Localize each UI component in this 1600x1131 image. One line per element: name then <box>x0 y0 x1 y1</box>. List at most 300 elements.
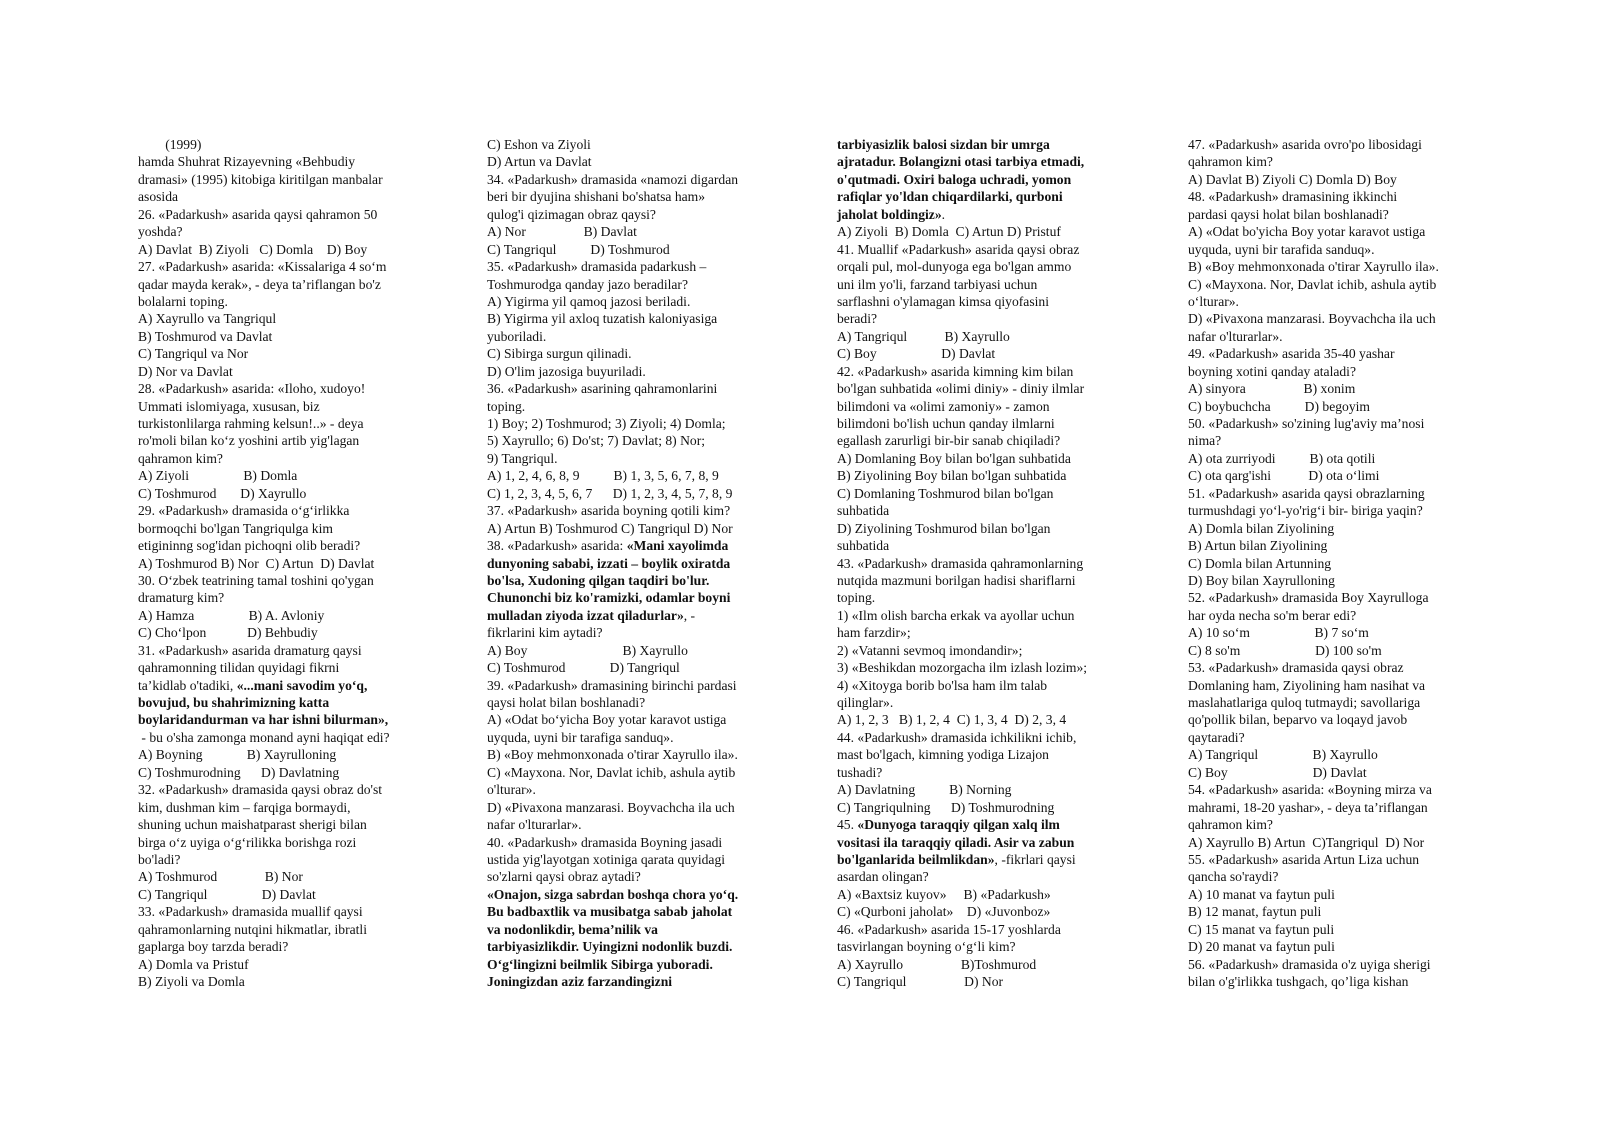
text-line <box>487 607 787 624</box>
line-text: C) «Qurboni jaholat» D) «Juvonboz» <box>837 904 1051 920</box>
line-text: C) Toshmurodning D) Davlatning <box>138 764 340 780</box>
text-line <box>138 642 438 659</box>
line-text: C) ota qarg'ishi D) ota o‘limi <box>1188 468 1380 484</box>
line-text: B) 12 manat, faytun puli <box>1188 904 1322 920</box>
text-line <box>1188 799 1488 816</box>
text-line <box>487 206 787 223</box>
line-text: 53. «Padarkush» dramasida qaysi obraz <box>1188 660 1404 676</box>
line-text: o'lturar». <box>487 782 536 798</box>
text-line <box>1188 868 1488 885</box>
text-line <box>1188 537 1488 554</box>
line-bold-text: tarbiyasizlik balosi sizdan bir umrga <box>837 137 1050 152</box>
text-line <box>1188 485 1488 502</box>
line-text: A) Domlaning Boy bilan bo'lgan suhbatida <box>837 450 1071 466</box>
line-text: D) Nor va Davlat <box>138 363 233 379</box>
line-text: A) Hamza B) A. Avloniy <box>138 607 325 623</box>
text-line <box>138 537 438 554</box>
text-line <box>487 816 787 833</box>
line-text: nafar o'lturarlar». <box>487 817 582 833</box>
line-text: D) «Pivaxona manzarasi. Boyvachcha ila uch <box>1188 311 1436 327</box>
line-text-tail: . <box>941 206 946 222</box>
text-line <box>487 642 787 659</box>
text-line <box>487 973 787 990</box>
text-line <box>487 555 787 572</box>
text-line <box>138 868 438 885</box>
text-line <box>837 642 1137 659</box>
text-line <box>837 659 1137 676</box>
text-line <box>837 921 1137 938</box>
text-line <box>487 781 787 798</box>
text-line <box>837 746 1137 763</box>
text-line <box>487 921 787 938</box>
text-line <box>138 432 438 449</box>
text-line <box>837 956 1137 973</box>
line-text: pardasi qaysi holat bilan boshlanadi? <box>1188 206 1389 222</box>
line-text: qahramon kim? <box>138 450 223 466</box>
text-line <box>138 153 438 170</box>
text-line <box>1188 711 1488 728</box>
text-line <box>138 589 438 606</box>
text-line <box>138 677 438 694</box>
line-text: beradi? <box>837 311 877 327</box>
line-text: maslahatlariga quloq tutmaydi; savollariga <box>1188 695 1421 710</box>
line-text: - bu o'sha zamonga monand ayni haqiqat edi? <box>138 729 390 745</box>
text-line <box>1188 432 1488 449</box>
line-text: B) Ziyolining Boy bilan bo'lgan suhbatida <box>837 468 1067 484</box>
text-column-2 <box>487 136 787 990</box>
line-text: qilinglar». <box>837 695 894 710</box>
text-line <box>837 816 1137 833</box>
line-text: bilimdoni va «olimi zamoniy» - zamon <box>837 398 1050 414</box>
text-line <box>837 398 1137 415</box>
text-line <box>1188 276 1488 293</box>
line-text: qahramon kim? <box>1188 817 1273 833</box>
line-text: 29. «Padarkush» dramasida o‘g‘irlikka <box>138 503 350 519</box>
line-text: C) Boy D) Davlat <box>1188 764 1367 780</box>
text-line <box>487 398 787 415</box>
text-line <box>1188 781 1488 798</box>
line-text: 32. «Padarkush» dramasida qaysi obraz do'st <box>138 782 383 798</box>
text-line <box>138 938 438 955</box>
text-line <box>487 659 787 676</box>
line-text: A) «Odat bo'yicha Boy yotar karavot ustiga <box>1188 224 1426 240</box>
line-text: toping. <box>487 398 526 414</box>
text-line <box>487 328 787 345</box>
line-text: 26. «Padarkush» asarida qaysi qahramon 50 <box>138 206 378 222</box>
text-line <box>487 956 787 973</box>
line-text: mast bo'lgach, kimning yodiga Lizajon <box>837 747 1049 763</box>
text-line <box>138 956 438 973</box>
text-line <box>487 694 787 711</box>
text-line <box>1188 171 1488 188</box>
text-line <box>138 711 438 728</box>
text-column-4 <box>1188 136 1488 990</box>
line-text: bo'lgan suhbatida «olimi diniy» - diniy ilmlar <box>837 381 1085 397</box>
text-line <box>1188 938 1488 955</box>
text-line <box>138 659 438 676</box>
line-text: nafar o'lturarlar». <box>1188 328 1283 344</box>
text-line <box>487 886 787 903</box>
line-text: turmushdagi yo‘l-yo'rig‘i bir- biriga yaqin? <box>1188 503 1423 519</box>
line-text: bolalarni toping. <box>138 293 228 309</box>
line-text: 39. «Padarkush» dramasining birinchi pardasi <box>487 677 737 693</box>
text-line <box>138 746 438 763</box>
line-bold-text: bo'lsa, Xudoning qilgan taqdiri bo'lur. <box>487 572 710 588</box>
line-text: A) Boy B) Xayrullo <box>487 642 688 658</box>
text-line <box>837 415 1137 432</box>
text-line <box>1188 886 1488 903</box>
line-bold-text: vositasi ila taraqqiy qiladi. Asir va zabun <box>837 834 1075 850</box>
text-line <box>1188 903 1488 920</box>
text-line <box>837 502 1137 519</box>
text-line <box>837 136 1137 153</box>
line-text: asosida <box>138 189 179 205</box>
text-line <box>138 799 438 816</box>
line-text: 2) «Vatanni sevmoq imondandir»; <box>837 642 1023 658</box>
line-text: 36. «Padarkush» asarining qahramonlarini <box>487 381 718 397</box>
line-text: 4) «Xitoyga borib bo'lsa ham ilm talab <box>837 677 1048 693</box>
text-line <box>138 502 438 519</box>
line-text: C) Domla bilan Artunning <box>1188 555 1332 571</box>
line-text: turkistonlilarga rahming kelsun!..» - deya <box>138 416 364 431</box>
line-text: suhbatida <box>837 538 890 554</box>
line-text: C) Cho‘lpon D) Behbudiy <box>138 625 318 641</box>
line-text: dramasi» (1995) kitobiga kiritilgan manbalar <box>138 171 383 187</box>
text-line <box>487 938 787 955</box>
text-line <box>1188 345 1488 362</box>
text-line <box>837 973 1137 990</box>
line-text: asardan olingan? <box>837 869 929 885</box>
text-line <box>1188 642 1488 659</box>
text-line <box>837 206 1137 223</box>
line-text: har oyda necha so'm berar edi? <box>1188 607 1357 623</box>
line-text: ta’kidlab o'tadiki, <box>138 677 237 693</box>
text-column-3 <box>837 136 1137 990</box>
text-line <box>487 345 787 362</box>
text-line <box>1188 694 1488 711</box>
line-text: orqali pul, mol-dunyoga ega bo'lgan ammo <box>837 259 1072 275</box>
line-text: A) Domla bilan Ziyolining <box>1188 520 1335 536</box>
line-text: D) «Pivaxona manzarasi. Boyvachcha ila uch <box>487 799 735 815</box>
text-line <box>837 432 1137 449</box>
text-line <box>1188 206 1488 223</box>
text-line <box>1188 328 1488 345</box>
line-text: birga o‘z uyiga o‘g‘rilikka borishga rozi <box>138 834 357 850</box>
text-line <box>837 223 1137 240</box>
line-text: 37. «Padarkush» asarida boyning qotili kim? <box>487 503 731 519</box>
line-text: bormoqchi bo'lgan Tangriqulga kim <box>138 520 333 536</box>
text-line <box>138 781 438 798</box>
line-bold-text: va nodonlikdir, bema’nilik va <box>487 921 658 937</box>
text-line <box>487 589 787 606</box>
text-line <box>138 345 438 362</box>
line-text: C) Sibirga surgun qilinadi. <box>487 346 632 362</box>
line-text: A) 10 manat va faytun puli <box>1188 886 1335 902</box>
line-text: bilan o'g'irlikka tushgach, qo’liga kishan <box>1188 974 1409 989</box>
text-line <box>1188 624 1488 641</box>
text-line <box>487 502 787 519</box>
line-text: qadar mayda kerak», - deya ta’riflangan bo'z <box>138 276 381 292</box>
line-text: A) sinyora B) xonim <box>1188 381 1356 397</box>
line-text: C) «Mayxona. Nor, Davlat ichib, ashula aytib <box>1188 276 1437 292</box>
text-line <box>138 467 438 484</box>
line-text: A) Yigirma yil qamoq jazosi beriladi. <box>487 293 691 309</box>
text-line <box>1188 555 1488 572</box>
text-line <box>1188 467 1488 484</box>
text-line <box>837 345 1137 362</box>
line-text: C) Tangriqul D) Davlat <box>138 886 316 902</box>
text-line <box>837 467 1137 484</box>
line-bold-text: bo'lganlarida beilmlikdan» <box>837 851 995 867</box>
line-text: A) Tangriqul B) Xayrullo <box>837 328 1010 344</box>
text-line <box>837 188 1137 205</box>
text-line <box>1188 415 1488 432</box>
text-line <box>487 363 787 380</box>
line-text: qahramon kim? <box>1188 154 1273 170</box>
line-text: C) Eshon va Ziyoli <box>487 137 591 152</box>
text-line <box>487 450 787 467</box>
text-line <box>487 868 787 885</box>
text-line <box>1188 398 1488 415</box>
line-text: bilimdoni bo'lish uchun qanday ilmlarni <box>837 416 1055 431</box>
text-line <box>138 886 438 903</box>
line-text: 42. «Padarkush» asarida kimning kim bilan <box>837 363 1074 379</box>
line-text: C) boybuchcha D) begoyim <box>1188 398 1370 414</box>
text-line <box>138 328 438 345</box>
line-text: A) Artun B) Toshmurod C) Tangriqul D) Nor <box>487 520 733 536</box>
line-text: A) ota zurriyodi B) ota qotili <box>1188 450 1376 466</box>
text-line <box>1188 502 1488 519</box>
line-text: yoshda? <box>138 224 183 240</box>
line-text: 47. «Padarkush» asarida ovro'po libosidagi <box>1188 137 1422 152</box>
line-text: 41. Muallif «Padarkush» asarida qaysi obraz <box>837 241 1080 257</box>
line-text: A) Davlat B) Ziyoli C) Domla D) Boy <box>1188 171 1397 187</box>
line-text: A) Ziyoli B) Domla <box>138 468 298 484</box>
text-line <box>487 432 787 449</box>
line-text: D) Artun va Davlat <box>487 154 592 170</box>
text-line <box>138 816 438 833</box>
text-line <box>1188 729 1488 746</box>
text-line <box>138 310 438 327</box>
text-line <box>138 973 438 990</box>
text-line <box>1188 921 1488 938</box>
text-line <box>837 764 1137 781</box>
text-line <box>138 171 438 188</box>
line-text: C) Tangriqul D) Nor <box>837 974 1004 989</box>
text-line <box>487 764 787 781</box>
line-text: A) 1, 2, 4, 6, 8, 9 B) 1, 3, 5, 6, 7, 8, 9 <box>487 468 719 484</box>
text-line <box>487 171 787 188</box>
text-line <box>837 555 1137 572</box>
line-text: 55. «Padarkush» asarida Artun Liza uchun <box>1188 851 1420 867</box>
line-text: 44. «Padarkush» dramasida ichkilikni ichib, <box>837 729 1077 745</box>
line-text: qaytaradi? <box>1188 729 1245 745</box>
line-bold-text: dunyoning sababi, izzati – boylik oxiratda <box>487 555 731 571</box>
text-line <box>487 188 787 205</box>
line-text: A) Toshmurod B) Nor C) Artun D) Davlat <box>138 555 375 571</box>
line-text: uyquda, uyni bir tarafida sanduq». <box>1188 241 1375 257</box>
line-text: (1999) <box>138 137 202 152</box>
text-line <box>138 363 438 380</box>
text-line <box>487 258 787 275</box>
text-line <box>487 380 787 397</box>
text-line <box>1188 293 1488 310</box>
line-text: 9) Tangriqul. <box>487 450 558 466</box>
text-line <box>837 694 1137 711</box>
line-text: C) Domlaning Toshmurod bilan bo'lgan <box>837 485 1054 501</box>
text-line <box>138 258 438 275</box>
line-text: 40. «Padarkush» dramasida Boyning jasadi <box>487 834 723 850</box>
text-line <box>837 171 1137 188</box>
text-line <box>138 851 438 868</box>
line-text: hamda Shuhrat Rizayevning «Behbudiy <box>138 154 356 170</box>
text-line <box>138 834 438 851</box>
line-text: 35. «Padarkush» dramasida padarkush – <box>487 259 707 275</box>
line-text: qo'pollik bilan, beparvo va loqayd javob <box>1188 712 1408 728</box>
text-line <box>138 624 438 641</box>
line-text-tail: , -fikrlari qaysi <box>994 851 1076 867</box>
line-text: A) Ziyoli B) Domla C) Artun D) Pristuf <box>837 224 1061 240</box>
line-text: C) Tangriqul D) Toshmurod <box>487 241 670 257</box>
text-line <box>837 537 1137 554</box>
line-text: qahramonlarning nutqini hikmatlar, ibratli <box>138 921 367 937</box>
line-text: C) Toshmurod D) Tangriqul <box>487 660 680 676</box>
line-text: C) 8 so'm D) 100 so'm <box>1188 642 1382 658</box>
line-text: Domlaning ham, Ziyolining ham nasihat va <box>1188 677 1426 693</box>
line-text: B) «Boy mehmonxonada o'tirar Xayrullo ila». <box>487 747 738 763</box>
text-line <box>138 764 438 781</box>
text-line <box>487 729 787 746</box>
text-line <box>1188 746 1488 763</box>
text-line <box>837 868 1137 885</box>
text-line <box>138 555 438 572</box>
line-text: qulog'i qizimagan obraz qaysi? <box>487 206 656 222</box>
line-text: 1) Boy; 2) Toshmurod; 3) Ziyoli; 4) Domla; <box>487 416 726 431</box>
text-line <box>487 572 787 589</box>
line-text: bo'ladi? <box>138 851 181 867</box>
text-line <box>138 380 438 397</box>
text-line <box>837 729 1137 746</box>
text-line <box>1188 153 1488 170</box>
line-text: A) Davlatning B) Norning <box>837 782 1012 798</box>
line-text: so'zlarni qaysi obraz aytadi? <box>487 869 641 885</box>
text-line <box>138 520 438 537</box>
text-line <box>138 188 438 205</box>
text-line <box>487 520 787 537</box>
line-text: A) Xayrullo va Tangriqul <box>138 311 277 327</box>
line-text: Toshmurodga qanday jazo beradilar? <box>487 276 688 292</box>
line-text: A) Boyning B) Xayrulloning <box>138 747 337 763</box>
text-line <box>487 537 787 554</box>
text-line <box>487 310 787 327</box>
line-text: etigininng sog'idan pichoqni olib beradi? <box>138 538 361 554</box>
text-line <box>1188 973 1488 990</box>
line-text: A) Xayrullo B) Artun C)Tangriqul D) Nor <box>1188 834 1425 850</box>
line-text: A) «Baxtsiz kuyov» B) «Padarkush» <box>837 886 1051 902</box>
text-line <box>837 851 1137 868</box>
text-line <box>487 136 787 153</box>
line-text: qancha so'raydi? <box>1188 869 1279 885</box>
line-text: A) 10 so‘m B) 7 so‘m <box>1188 625 1369 641</box>
line-bold-text: «Mani xayolimda <box>626 538 729 554</box>
line-bold-text: «Dunyoga taraqqiy qilgan xalq ilm <box>857 817 1060 833</box>
text-line <box>837 153 1137 170</box>
text-line <box>837 938 1137 955</box>
line-text: 5) Xayrullo; 6) Do'st; 7) Davlat; 8) Nor; <box>487 433 706 449</box>
line-text: C) «Mayxona. Nor, Davlat ichib, ashula aytib <box>487 764 736 780</box>
line-text: 46. «Padarkush» asarida 15-17 yoshlarda <box>837 921 1061 937</box>
line-text: 51. «Padarkush» asarida qaysi obrazlarning <box>1188 485 1425 501</box>
line-text: 48. «Padarkush» dramasining ikkinchi <box>1188 189 1398 205</box>
text-line <box>487 834 787 851</box>
text-line <box>837 520 1137 537</box>
text-line <box>837 624 1137 641</box>
line-text: C) 1, 2, 3, 4, 5, 6, 7 D) 1, 2, 3, 4, 5, 7, 8, 9 <box>487 485 733 501</box>
text-line <box>1188 659 1488 676</box>
text-line <box>1188 572 1488 589</box>
line-text: A) «Odat bo‘yicha Boy yotar karavot ustiga <box>487 712 727 728</box>
line-text: Ummati islomiyaga, xususan, biz <box>138 398 320 414</box>
text-line <box>1188 188 1488 205</box>
line-bold-text: Bu badbaxtlik va musibatga sabab jaholat <box>487 904 733 920</box>
line-text: A) Davlat B) Ziyoli C) Domla D) Boy <box>138 241 368 257</box>
text-line <box>837 799 1137 816</box>
text-line <box>138 903 438 920</box>
text-line <box>837 711 1137 728</box>
line-text: A) Nor B) Davlat <box>487 224 637 240</box>
line-text: D) O'lim jazosiga buyuriladi. <box>487 363 646 379</box>
line-bold-text: o'qutmadi. Oxiri baloga uchradi, yomon <box>837 171 1072 187</box>
line-text: 31. «Padarkush» asarida dramaturg qaysi <box>138 642 362 658</box>
line-text: toping. <box>837 590 876 606</box>
line-text: D) Boy bilan Xayrulloning <box>1188 572 1335 588</box>
line-text: ustida yig'layotgan xotiniga qarata quyidagi <box>487 851 726 867</box>
text-line <box>487 153 787 170</box>
text-line <box>487 711 787 728</box>
line-text: D) 20 manat va faytun puli <box>1188 939 1335 955</box>
line-text: 28. «Padarkush» asarida: «Iloho, xudoyo! <box>138 381 366 397</box>
line-text: boyning xotini qanday ataladi? <box>1188 363 1356 379</box>
line-text: 52. «Padarkush» dramasida Boy Xayrulloga <box>1188 590 1429 606</box>
line-text: B) Yigirma yil axloq tuzatish kaloniyasiga <box>487 311 718 327</box>
line-bold-text: tarbiyasizlikdir. Uyingizni nodonlik buzdi. <box>487 939 733 955</box>
text-line <box>1188 241 1488 258</box>
line-text: C) Tangriqul va Nor <box>138 346 249 362</box>
line-text: B) Ziyoli va Domla <box>138 974 245 989</box>
text-column-1 <box>138 136 438 990</box>
line-text: 3) «Beshikdan mozorgacha ilm izlash lozim»; <box>837 660 1088 676</box>
line-bold-text: O‘g‘lingizni beilmlik Sibirga yuboradi. <box>487 956 713 972</box>
text-line <box>138 450 438 467</box>
line-text: gaplarga boy tarzda beradi? <box>138 939 289 955</box>
line-bold-text: boylaridandurman va har ishni bilurman», <box>138 712 389 728</box>
line-text: D) Ziyolining Toshmurod bilan bo'lgan <box>837 520 1051 536</box>
line-bold-text: «Onajon, sizga sabrdan boshqa chora yo‘q. <box>487 886 739 902</box>
text-line <box>1188 677 1488 694</box>
text-line <box>1188 607 1488 624</box>
text-line <box>487 223 787 240</box>
line-text: o‘lturar». <box>1188 293 1239 309</box>
line-text: 38. «Padarkush» asarida: <box>487 538 627 554</box>
line-text: 54. «Padarkush» asarida: «Boyning mirza va <box>1188 782 1432 798</box>
line-text: qahramonning tilidan quyidagi fikrni <box>138 660 340 676</box>
line-text: 50. «Padarkush» so'zining lug'aviy ma’nosi <box>1188 416 1425 431</box>
text-line <box>837 310 1137 327</box>
text-line <box>837 572 1137 589</box>
line-text: uni ilm yo'li, farzand tarbiyasi uchun <box>837 276 1038 292</box>
text-line <box>138 921 438 938</box>
text-line <box>138 572 438 589</box>
